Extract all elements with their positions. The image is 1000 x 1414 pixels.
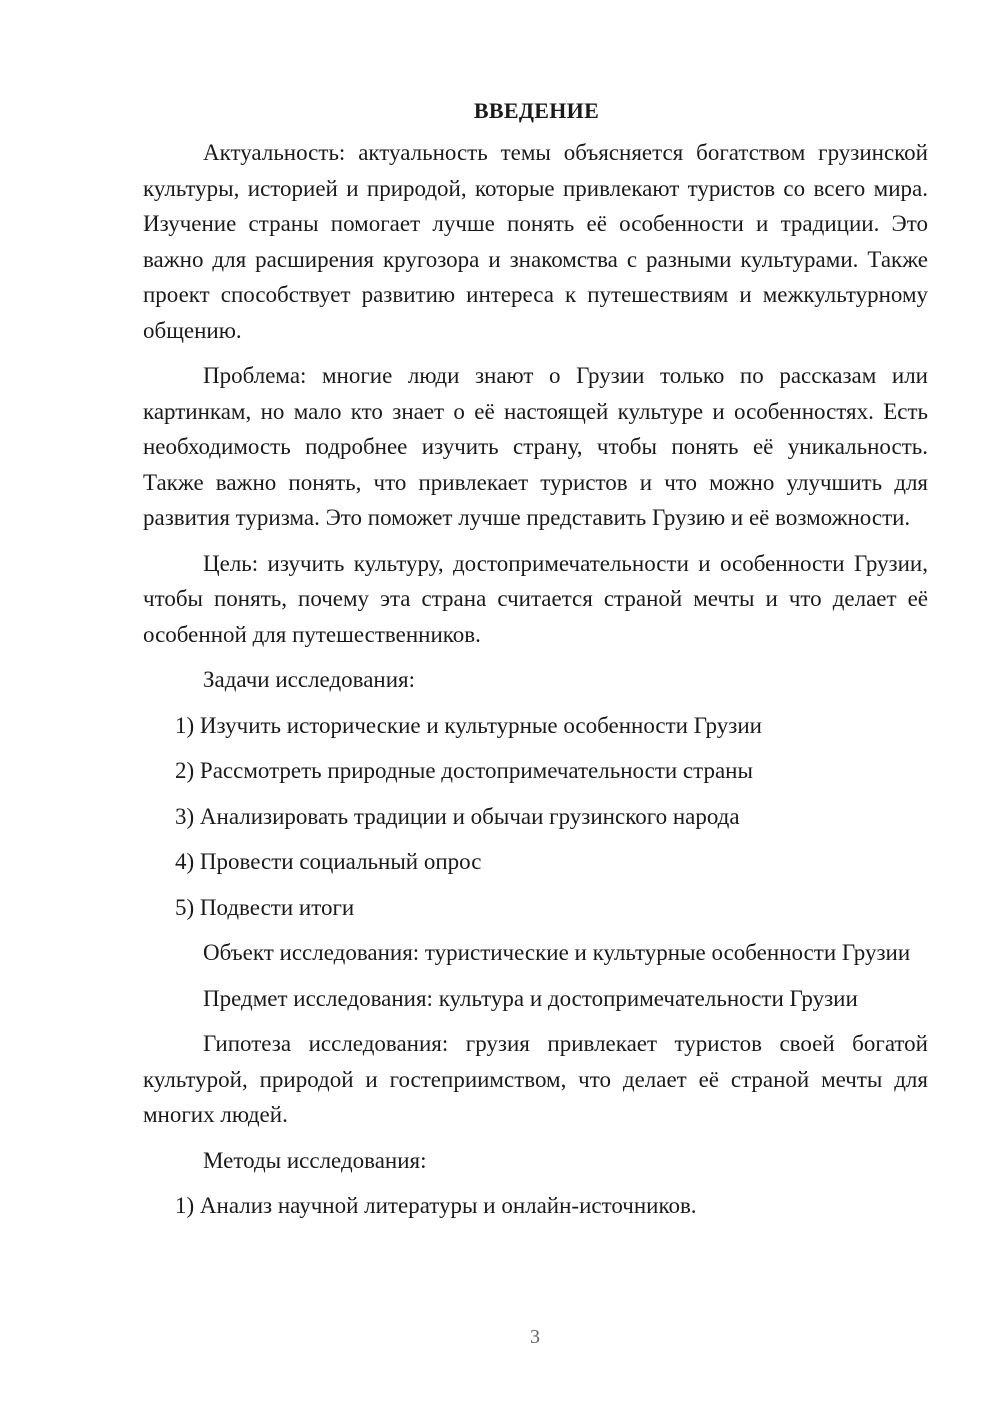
task-item-5: 5) Подвести итоги: [175, 894, 355, 920]
task-item-2: 2) Рассмотреть природные достопримечательности страны: [175, 758, 753, 783]
goal-paragraph: Цель: изучить культуру, достопримечательности и особенности Грузии, чтобы понять, почему эта страна считается страной мечты и что делает её особенной для путешественников.: [143, 550, 928, 647]
hypothesis-paragraph: Гипотеза исследования: грузия привлекает туристов своей богатой культурой, природой и гостеприимством, что делает её страной мечты для многих людей.: [143, 1031, 928, 1127]
document-page: [143, 93, 928, 1224]
task-item-1: 1) Изучить исторические и культурные особенности Грузии: [175, 712, 762, 738]
page-number: 3: [530, 1326, 540, 1348]
object-paragraph: Объект исследования: туристические и культурные особенности Грузии: [203, 940, 911, 965]
method-item-1: 1) Анализ научной литературы и онлайн-источников.: [175, 1193, 697, 1218]
relevance-paragraph: Актуальность: актуальность темы объясняется богатством грузинской культуры, историей и природой, которые привлекают туристов со всего мира. Изучение страны помогает лучше понять её особенности и традиции. Это важно для расширения кругозора и знакомства с разными культурами. Также проект способствует развитию интереса к путешествиям и межкультурному общению.: [143, 140, 928, 343]
section-title: ВВЕДЕНИЕ: [473, 98, 600, 123]
task-item-4: 4) Провести социальный опрос: [175, 849, 482, 874]
task-item-3: 3) Анализировать традиции и обычаи грузинского народа: [175, 803, 740, 829]
tasks-heading: Задачи исследования:: [203, 667, 416, 692]
problem-paragraph: Проблема: многие люди знают о Грузии только по рассказам или картинкам, но мало кто знает о её настоящей культуре и особенностях. Есть необходимость подробнее изучить страну, чтобы понять её уникальность. Также важно понять, что привлекает туристов и что можно улучшить для развития туризма. Это поможет лучше представить Грузию и её возможности.: [143, 363, 928, 530]
subject-paragraph: Предмет исследования: культура и достопримечательности Грузии: [203, 985, 858, 1011]
methods-heading: Методы исследования:: [203, 1147, 427, 1173]
